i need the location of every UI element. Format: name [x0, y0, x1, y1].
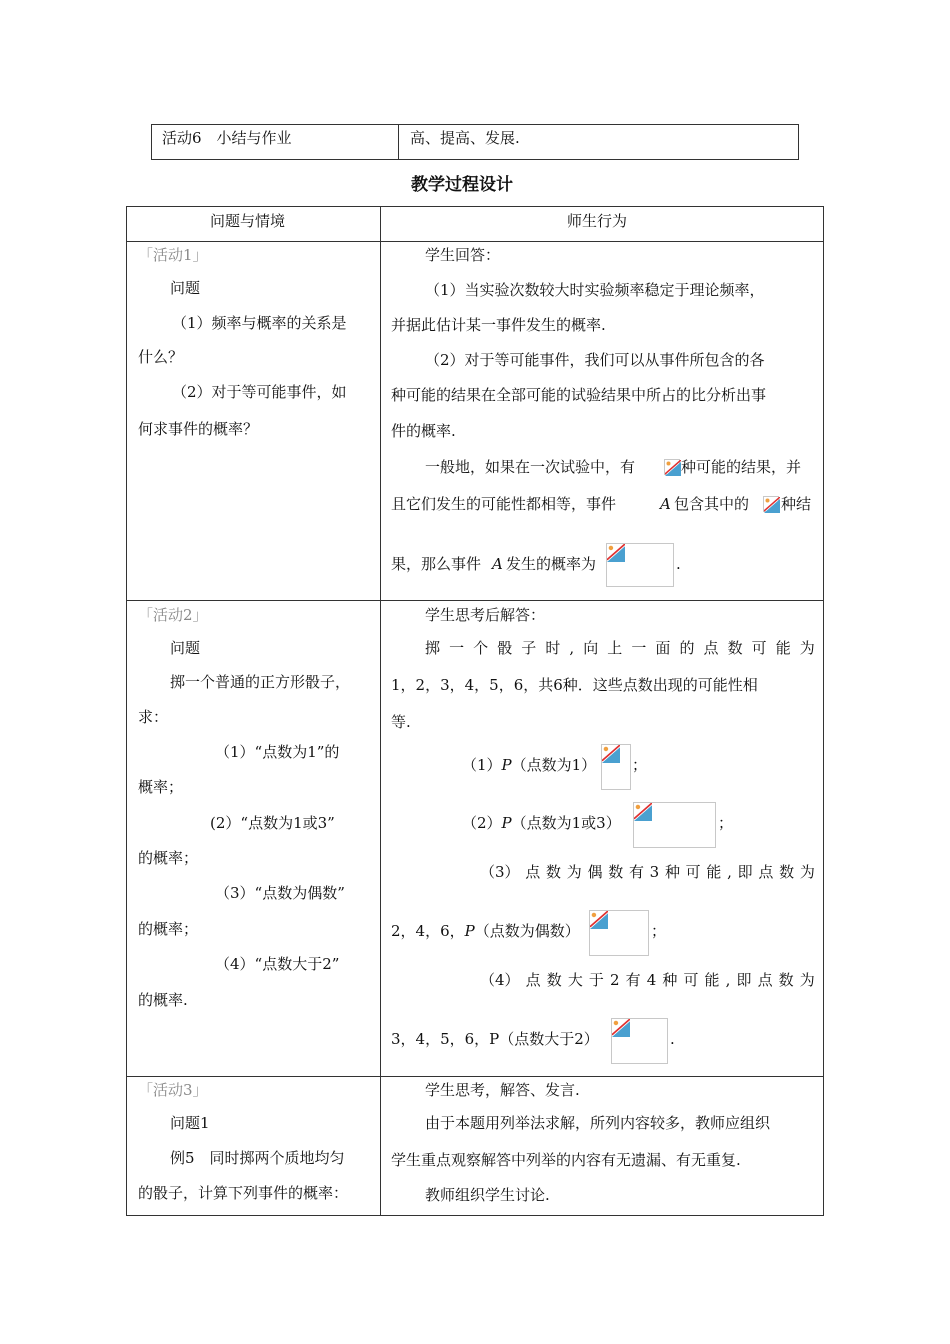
solution-number: （1） [462, 756, 502, 774]
row2-question-4a: （4）“点数大于2” [215, 955, 340, 973]
char: 一 [449, 639, 465, 657]
row2-solution-4-end: . [670, 1030, 675, 1048]
char: 即 [736, 971, 752, 989]
row1-answer-2a: （2）对于等可能事件，我们可以从事件所包含的各 [425, 351, 765, 369]
broken-image-icon [664, 459, 680, 475]
row1-answer-3b-part2: 包含其中的 [674, 495, 750, 513]
event-text: （点数为1或3） [511, 814, 621, 832]
row2-question-3a: （3）“点数为偶数” [215, 884, 345, 902]
row1-answer-3b-var-a: A [660, 495, 671, 513]
row2-question-0a: 掷一个普通的正方形骰子， [170, 673, 351, 691]
char: 可 [683, 971, 699, 989]
solution-number: （2） [462, 814, 502, 832]
row1-answer-3a-part2: 种可能的结果，并 [681, 458, 802, 476]
row2-answer-intro: 学生思考后解答： [425, 606, 546, 624]
top-table-right-cell: 高、提高、发展. [410, 129, 520, 147]
row3-answer-1a: 由于本题用列举法求解，所列内容较多，教师应组织 [425, 1114, 771, 1132]
row1-question-1b: 什么？ [138, 348, 184, 366]
activity-3-tag: 「活动3」 [138, 1081, 208, 1099]
char: 面 [655, 639, 671, 657]
char: 可 [751, 639, 767, 657]
char: 骰 [497, 639, 513, 657]
fraction-image [601, 744, 631, 790]
char: 时 [545, 639, 561, 657]
broken-image-icon [763, 496, 779, 512]
char: 个 [473, 639, 489, 657]
char: 的 [679, 639, 695, 657]
char: , [725, 971, 731, 989]
row1-answer-1b: 并据此估计某一事件发生的概率. [391, 316, 606, 334]
probability-symbol: P [501, 814, 512, 832]
char: 上 [607, 639, 623, 657]
char: 为 [799, 639, 815, 657]
char: 数 [778, 971, 794, 989]
column-header-situation: 问题与情境 [210, 212, 286, 230]
char: 点 [703, 639, 719, 657]
char: （3） [480, 863, 520, 881]
page-title: 教学过程设计 [411, 175, 513, 195]
char: 掷 [425, 639, 441, 657]
row1-answer-3c-part2: 发生的概率为 [506, 555, 597, 573]
row1-answer-3c-end: . [676, 555, 681, 573]
row1-question-1a: （1）频率与概率的关系是 [172, 314, 347, 332]
char: 点 [525, 863, 541, 881]
fraction-image [589, 910, 649, 956]
char: 偶 [587, 863, 603, 881]
char: 可 [685, 863, 701, 881]
row1-answer-3c-var-a: A [492, 555, 503, 573]
fraction-image [611, 1018, 668, 1064]
char: 点 [757, 971, 773, 989]
char: 3 [649, 863, 660, 881]
probability-symbol: P [464, 922, 475, 940]
char: 有 [628, 863, 644, 881]
fraction-image [633, 802, 716, 848]
char: 种 [662, 971, 678, 989]
row2-solution-2-end: ； [718, 814, 734, 832]
row2-answer-1c: 等. [391, 713, 411, 731]
char: 于 [588, 971, 604, 989]
char: 数 [546, 863, 562, 881]
row3-answer-2: 教师组织学生讨论. [425, 1186, 550, 1204]
row1-answer-3c-part1: 果，那么事件 [391, 555, 482, 573]
row1-answer-2b: 种可能的结果在全部可能的试验结果中所占的比分析出事 [391, 386, 767, 404]
char: 数 [727, 639, 743, 657]
outcomes-text: 2，4，6， [391, 922, 465, 940]
row1-question-2a: （2）对于等可能事件，如 [172, 383, 347, 401]
row3-question-label: 问题1 [170, 1114, 210, 1132]
row3-answer-1b: 学生重点观察解答中列举的内容有无遗漏、有无重复. [391, 1151, 741, 1169]
top-table-left-cell: 活动6 小结与作业 [162, 129, 292, 147]
row2-question-4b: 的概率. [138, 991, 188, 1009]
row1-answer-1a: （1）当实验次数较大时实验频率稳定于理论频率， [425, 281, 765, 299]
row2-solution-3a [480, 862, 815, 882]
row2-solution-3b [391, 921, 580, 941]
char: （4） [480, 971, 520, 989]
char: 为 [566, 863, 582, 881]
row2-solution-4b: 3，4，5，6，P（点数大于2） [391, 1030, 599, 1048]
char: 能 [704, 971, 720, 989]
char: 为 [799, 863, 815, 881]
char: 即 [737, 863, 753, 881]
row2-solution-2 [462, 813, 621, 833]
char: , [727, 863, 732, 881]
row2-solution-3-end: ； [651, 922, 667, 940]
char: 有 [625, 971, 641, 989]
row1-answer-3b-part3: 种结 [781, 495, 812, 513]
row2-solution-4a [480, 970, 815, 990]
char: 2 [610, 971, 620, 989]
event-text: （点数为1） [511, 756, 597, 774]
char: 数 [779, 863, 795, 881]
row2-question-0b: 求： [138, 708, 169, 726]
row2-question-label: 问题 [170, 639, 201, 657]
char: 种 [664, 863, 680, 881]
char: 向 [583, 639, 599, 657]
row2-answer-1b: 1，2，3，4，5，6，共6种．这些点数出现的可能性相 [391, 676, 758, 694]
row1-answer-3a-part1: 一般地，如果在一次试验中，有 [425, 458, 636, 476]
char: , [569, 639, 575, 657]
probability-formula-image [606, 543, 674, 587]
row2-question-2a: (2）“点数为1或3” [210, 814, 335, 832]
char: 4 [646, 971, 657, 989]
char: 能 [775, 639, 791, 657]
row2-solution-1-end: ； [632, 756, 648, 774]
char: 一 [631, 639, 647, 657]
char: 点 [525, 971, 541, 989]
row1-answer-3b-part1: 且它们发生的可能性都相等，事件 [391, 495, 617, 513]
event-text: （点数为偶数） [474, 922, 580, 940]
row3-question-1a: 例5 同时掷两个质地均匀 [170, 1149, 345, 1167]
row1-answer-2c: 件的概率. [391, 422, 456, 440]
row3-question-1b: 的骰子，计算下列事件的概率： [138, 1184, 349, 1202]
row1-question-2b: 何求事件的概率？ [138, 420, 259, 438]
activity-1-tag: 「活动1」 [138, 246, 208, 264]
row1-question-label: 问题 [170, 279, 201, 297]
char: 子 [521, 639, 537, 657]
header-divider [126, 241, 824, 242]
row2-question-3b: 的概率； [138, 920, 199, 938]
column-header-behavior: 师生行为 [567, 212, 628, 230]
char: 点 [758, 863, 774, 881]
row1-answer-intro: 学生回答： [425, 246, 501, 264]
char: 大 [567, 971, 583, 989]
char: 能 [706, 863, 722, 881]
row2-solution-1 [462, 755, 596, 775]
row1-divider [126, 600, 824, 601]
probability-symbol: P [501, 756, 512, 774]
char: 为 [799, 971, 815, 989]
top-table-divider [398, 124, 399, 160]
row2-divider [126, 1076, 824, 1077]
row3-answer-intro: 学生思考，解答、发言. [425, 1081, 580, 1099]
row2-answer-1a [425, 638, 815, 658]
row2-question-1b: 概率； [138, 778, 184, 796]
char: 数 [608, 863, 624, 881]
column-divider [380, 206, 381, 1216]
row2-question-2b: 的概率； [138, 849, 199, 867]
char: 数 [546, 971, 562, 989]
activity-2-tag: 「活动2」 [138, 606, 208, 624]
row2-question-1a: （1）“点数为1”的 [215, 743, 340, 761]
